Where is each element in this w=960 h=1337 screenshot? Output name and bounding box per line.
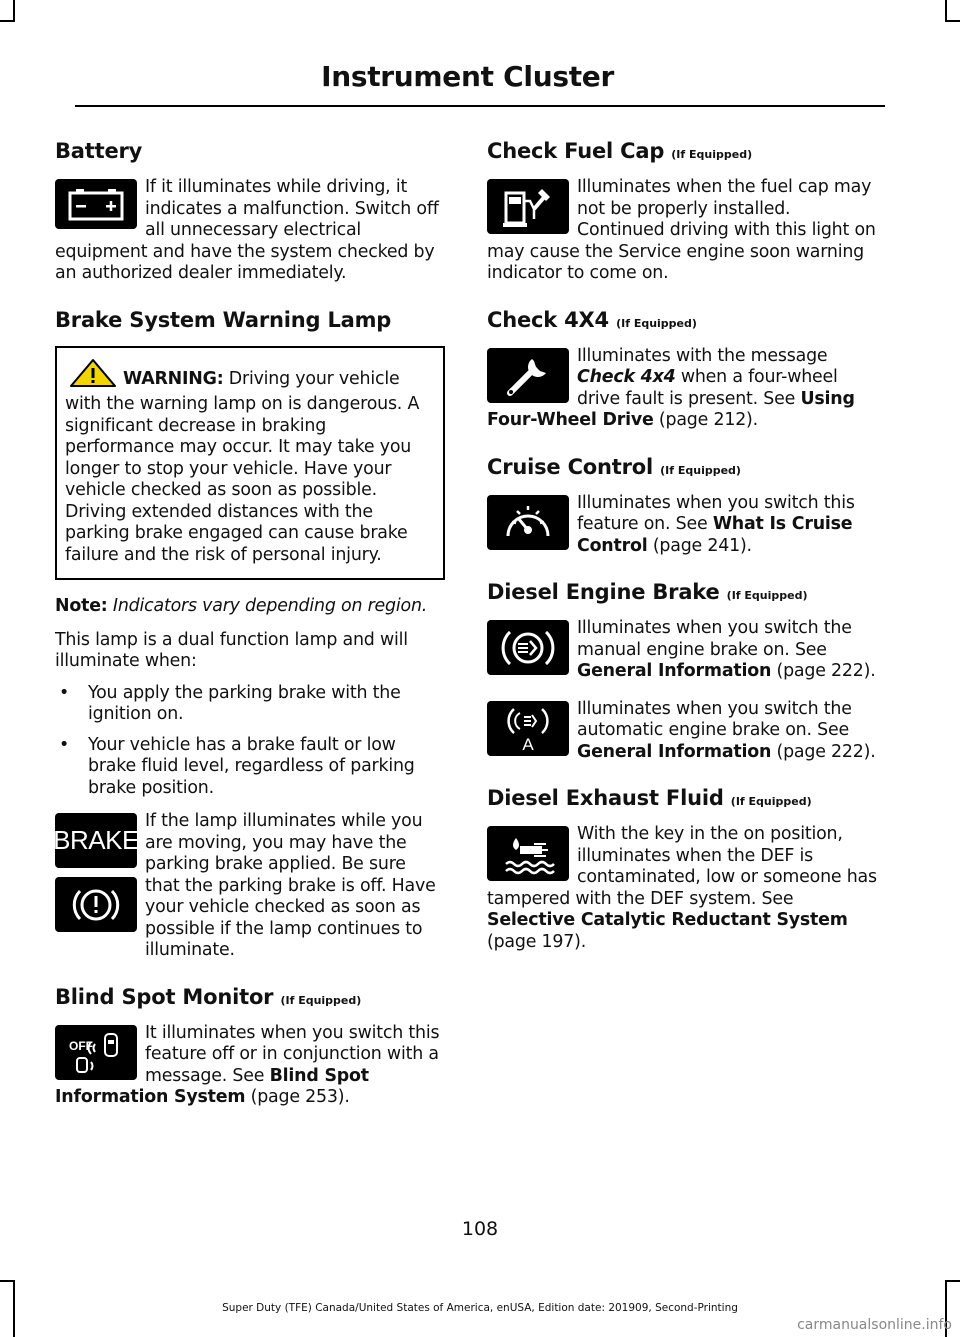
- battery-heading: Battery: [55, 139, 143, 163]
- fuel-cap-text: Illuminates when the fuel cap may not be properly installed. Continued driving with this light on may cause the Service engine soon warning indicator to come on.: [487, 177, 876, 284]
- diesel-brake-heading: Diesel Engine Brake (If Equipped): [487, 580, 808, 605]
- note-text: Indicators vary depending on region.: [107, 596, 428, 617]
- brake-text: If the lamp illuminates while you are moving, you may have the parking brake applied. Be sure that the parking brake is off. Have your vehicle checked as soon as possible if the lamp continues to illuminate.: [145, 811, 436, 961]
- check-4x4-text: Illuminates with the message Check 4x4 when a four-wheel drive fault is present. See Using Four-Wheel Drive (page 212).: [487, 345, 855, 431]
- brake-text-icon: [55, 813, 137, 868]
- crop-mark: [0, 20, 14, 22]
- def-icon: [487, 826, 569, 881]
- right-column: [487, 140, 879, 977]
- warning-box: [55, 346, 445, 581]
- crop-mark: [946, 1280, 960, 1282]
- warning-body: Driving your vehicle with the warning lamp on is dangerous. A significant decrease in braking performance may occur. It may take you longer to stop your vehicle. Have your vehicle checked as soon as possible. Driving extended distances with the parking brake engaged can cause brake failure and the risk of personal injury.: [65, 368, 420, 565]
- diesel-brake-auto-text: Illuminates when you switch the automatic engine brake on. See General Information (page 222).: [577, 698, 876, 762]
- diesel-brake-manual-text: Illuminates when you switch the manual engine brake on. See General Information (page 222).: [577, 618, 876, 682]
- battery-text: If it illuminates while driving, it indicates a malfunction. Switch off all unnecessary electrical equipment and have the system checked by an authorized dealer immediately.: [55, 177, 439, 284]
- check-4x4-message: Check 4x4: [577, 367, 676, 388]
- engine-brake-auto-icon: [487, 701, 569, 756]
- blind-spot-section: [55, 986, 445, 1109]
- engine-brake-auto-letter: A: [522, 735, 534, 754]
- diesel-brake-manual-ref[interactable]: General Information: [577, 661, 772, 682]
- brake-icon-label: BRAKE: [53, 825, 139, 856]
- brake-circle-icon: [55, 877, 137, 932]
- left-column: [55, 140, 445, 1133]
- crop-mark: [946, 20, 960, 22]
- svg-text:OFF: OFF: [69, 1039, 93, 1054]
- check-4x4-ref[interactable]: Using Four-Wheel Drive: [487, 388, 855, 431]
- crop-mark: [0, 1280, 14, 1282]
- fuel-cap-section: [487, 140, 879, 285]
- warning-text: [65, 358, 435, 567]
- list-item: • You apply the parking brake with the ignition on.: [55, 683, 445, 726]
- cruise-heading: Cruise Control (If Equipped): [487, 454, 741, 479]
- crop-mark: [945, 0, 947, 22]
- engine-brake-icon: [487, 620, 569, 675]
- def-section: [487, 787, 879, 953]
- diesel-brake-section: [487, 581, 879, 763]
- brake-section: [55, 309, 445, 962]
- brake-heading: Brake System Warning Lamp: [55, 307, 392, 332]
- cruise-ref[interactable]: What Is Cruise Control: [577, 514, 853, 556]
- cruise-section: [487, 456, 879, 558]
- check-4x4-heading: Check 4X4 (If Equipped): [487, 307, 697, 332]
- title-rule: [75, 105, 885, 107]
- page-title: Instrument Cluster: [321, 60, 614, 93]
- battery-section: [55, 140, 445, 285]
- note: [55, 596, 445, 618]
- brake-bullet-list: [55, 683, 445, 800]
- note-label: Note:: [55, 596, 108, 617]
- watermark: carmanualsonline.info: [797, 1317, 952, 1333]
- brake-intro: This lamp is a dual function lamp and will illuminate when:: [55, 629, 408, 672]
- blind-spot-text: It illuminates when you switch this feature off or in conjunction with a message. See Blind Spot Information System (page 253).: [55, 1022, 440, 1108]
- page-number: 108: [461, 1218, 499, 1240]
- warning-label: WARNING:: [123, 368, 224, 389]
- def-ref[interactable]: Selective Catalytic Reductant System: [487, 910, 848, 931]
- fuel-cap-heading: Check Fuel Cap (If Equipped): [487, 139, 753, 163]
- crop-mark: [13, 0, 15, 22]
- def-heading: Diesel Exhaust Fluid (If Equipped): [487, 786, 812, 811]
- blind-spot-ref[interactable]: Blind Spot Information System: [55, 1065, 369, 1108]
- brake-icon-stack: [55, 813, 137, 941]
- check-4x4-section: [487, 309, 879, 432]
- speedometer-icon: [487, 495, 569, 550]
- blind-spot-off-icon: [55, 1025, 137, 1080]
- list-item: • Your vehicle has a brake fault or low brake fluid level, regardless of parking brake position.: [55, 735, 445, 800]
- wrench-icon: [487, 348, 569, 403]
- blind-spot-heading: Blind Spot Monitor (If Equipped): [55, 984, 362, 1009]
- def-text: With the key in the on position, illuminates when the DEF is contaminated, low or someone has tampered with the DEF system. See Selective Catalytic Reductant System (page 197).: [487, 824, 877, 952]
- edition-footer: Super Duty (TFE) Canada/United States of America, enUSA, Edition date: 201909, Second-Printing: [222, 1302, 738, 1314]
- warning-triangle-icon: [69, 358, 117, 395]
- battery-icon: [55, 179, 137, 229]
- cruise-text: Illuminates when you switch this feature on. See What Is Cruise Control (page 241).: [577, 492, 855, 556]
- diesel-brake-auto-ref[interactable]: General Information: [577, 741, 772, 762]
- fuel-cap-icon: [487, 179, 569, 234]
